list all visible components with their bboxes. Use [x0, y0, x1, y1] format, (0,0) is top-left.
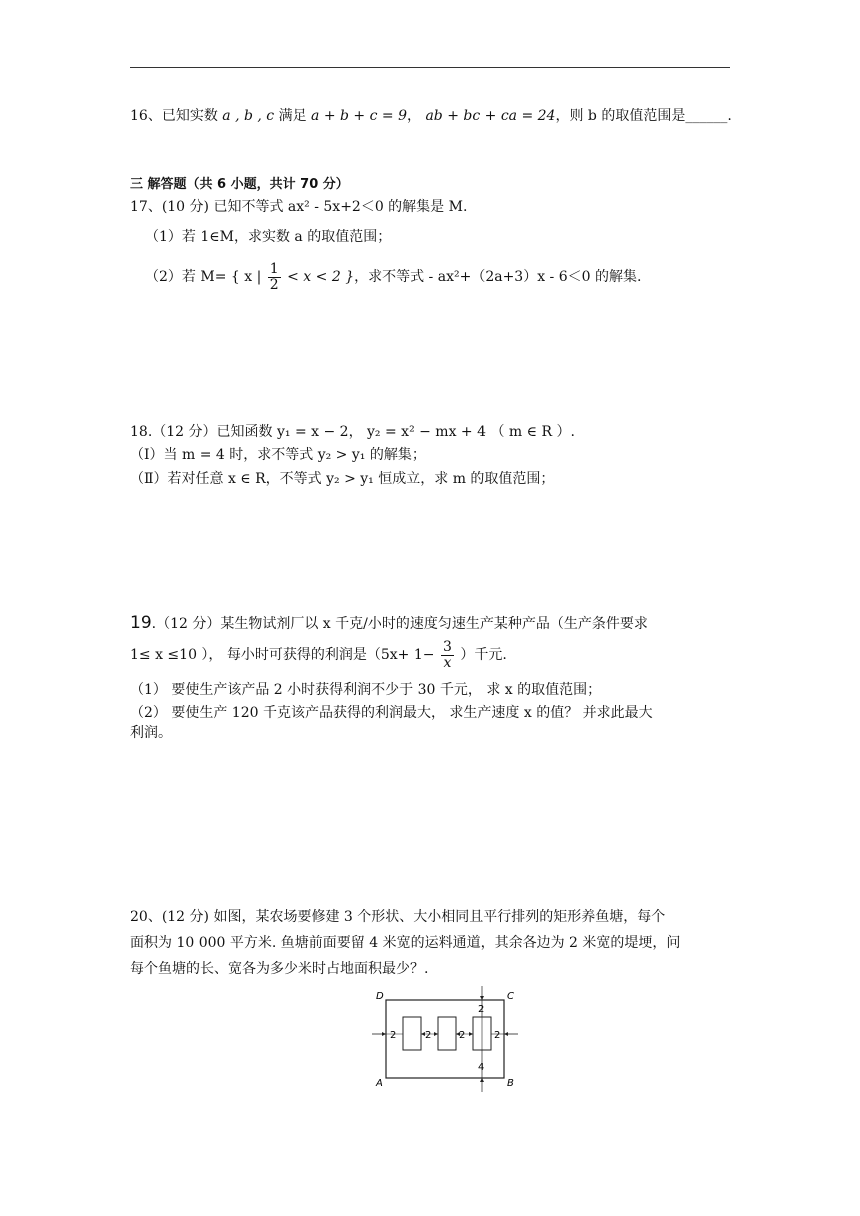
frac-numerator: 3 — [442, 638, 452, 655]
q16-prefix: 16、已知实数 — [130, 108, 218, 124]
corner-a: A — [376, 1078, 383, 1089]
section-title: 三 解答题（共 6 小题，共计 70 分） — [130, 177, 349, 192]
q16-tail: ，则 b 的取值范围是______. — [555, 108, 732, 124]
q19-part2: （2） 要使生产 120 千克该产品获得的利润最大， 求生产速度 x 的值？ 并求此最大 — [130, 705, 653, 721]
fraction-three-over-x — [441, 640, 454, 671]
q18-part2: （Ⅱ）若对任意 x ∈ R，不等式 y₂ > y₁ 恒成立，求 m 的取值范围； — [130, 471, 555, 487]
pond-1 — [403, 1017, 421, 1050]
gap-label-1: 2 — [390, 1030, 397, 1041]
corner-c: C — [507, 991, 514, 1002]
q17-head: 17、(10 分) 已知不等式 ax² - 5x+2＜0 的解集是 M. — [130, 199, 468, 215]
q20-line2: 面积为 10 000 平方米. 鱼塘前面要留 4 米宽的运料通道，其余各边为 2 米宽的堤埂，问 — [130, 935, 681, 951]
gap-label-3: 2 — [459, 1030, 466, 1041]
header-rule — [130, 67, 730, 68]
gap-label-2: 2 — [425, 1030, 432, 1041]
q19-cond-tail: ）千元. — [460, 647, 507, 663]
q20-line1: 20、(12 分) 如图，某农场要修建 3 个形状、大小相同且平行排列的矩形养鱼塘，每个 — [130, 909, 666, 925]
q17-part1: （1）若 1∈M，求实数 a 的取值范围； — [145, 229, 392, 245]
frac-numerator: 1 — [269, 260, 279, 277]
q19-cond: 1≤ x ≤10 ）， 每小时可获得的利润是（5x+ 1− — [130, 647, 435, 663]
q19-head — [130, 614, 648, 633]
frac-denominator: x — [443, 654, 452, 671]
q18-head: 18.（12 分）已知函数 y₁ = x − 2， y₂ = x² − mx + 4 （ m ∈ R ）. — [130, 424, 575, 440]
corner-b: B — [507, 1078, 514, 1089]
q16-eq1: a + b + c = 9 — [311, 108, 407, 124]
q20-line3: 每个鱼塘的长、宽各为多少米时占地面积最少？. — [130, 961, 429, 977]
q16-eq2: ab + bc + ca = 24 — [425, 108, 556, 124]
gap-label-4: 2 — [494, 1030, 501, 1041]
q17-part2 — [145, 259, 641, 295]
right-arrow-head — [504, 1032, 508, 1036]
left-arrow-head — [382, 1032, 386, 1036]
pond-2 — [438, 1017, 456, 1050]
fish-pond-diagram — [370, 986, 520, 1092]
q19-condition — [130, 637, 507, 673]
q19-number: 19 — [130, 613, 152, 633]
q16-sep: ， — [407, 108, 421, 124]
fraction-one-half — [268, 262, 281, 293]
question-16 — [130, 107, 732, 125]
front-gap-label: 4 — [478, 1062, 485, 1073]
frac-denominator: 2 — [269, 276, 279, 293]
q19-head-text: .（12 分）某生物试剂厂以 x 千克/小时的速度匀速生产某种产品（生产条件要求 — [151, 616, 648, 632]
q19-part1: （1） 要使生产该产品 2 小时获得利润不少于 30 千元， 求 x 的取值范围； — [130, 682, 602, 698]
q16-cond: 满足 — [278, 108, 307, 124]
outer-field-rect — [386, 1000, 504, 1078]
corner-d: D — [376, 991, 384, 1002]
q17-p2-before: （2）若 M= { x | — [145, 269, 262, 285]
top-gap-label: 2 — [478, 1004, 485, 1015]
q19-part2-cont: 利润。 — [130, 725, 172, 741]
q17-p2-after: ，求不等式 - ax²+（2a+3）x - 6＜0 的解集. — [354, 269, 642, 285]
q18-part1: （Ⅰ）当 m = 4 时，求不等式 y₂ > y₁ 的解集； — [130, 447, 426, 463]
q16-vars: a , b , c — [222, 108, 275, 124]
q17-p2-mid: < x < 2 } — [287, 269, 355, 285]
